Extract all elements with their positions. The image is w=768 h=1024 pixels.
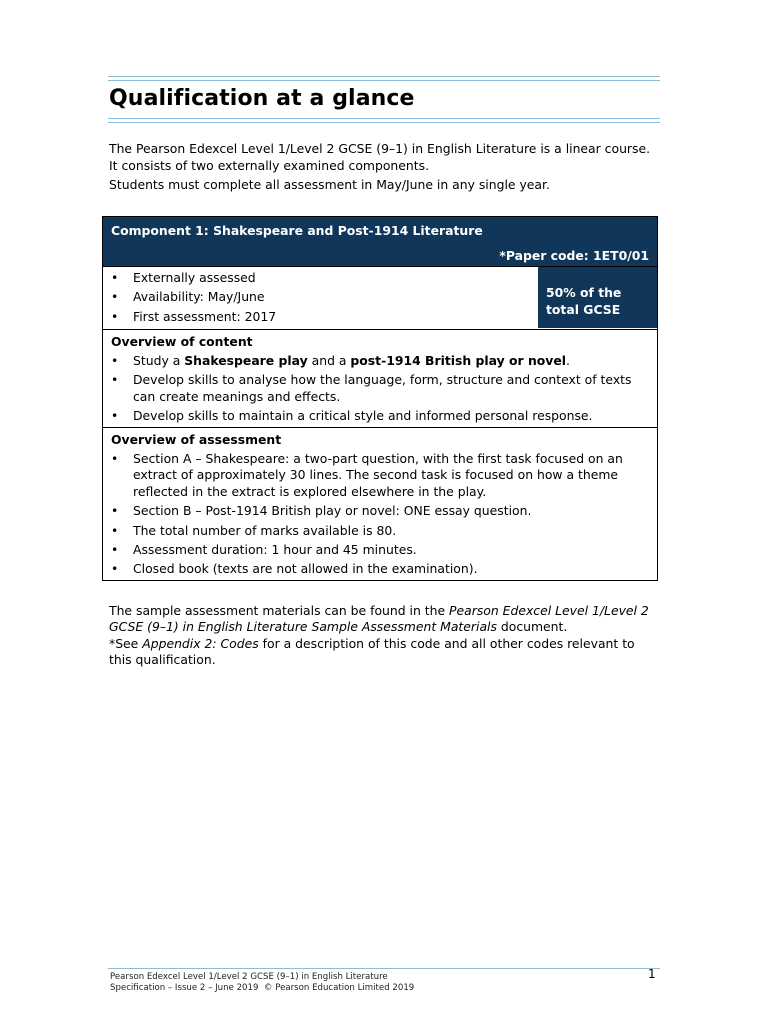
component-header <box>103 217 657 266</box>
component-box <box>102 216 658 581</box>
summary-item: • First assessment: 2017 <box>103 309 538 325</box>
note-text: The sample assessment materials can be found in the <box>109 603 450 618</box>
assessment-summary-row <box>103 266 657 329</box>
codes-note <box>109 636 661 669</box>
content-item-bold: post-1914 British play or novel <box>350 353 567 368</box>
intro-paragraph-2: Students must complete all assessment in May/June in any single year. <box>109 177 550 193</box>
weighting-badge: 50% of the total GCSE <box>538 267 657 328</box>
page-number: 1 <box>648 967 656 981</box>
overview-of-assessment <box>103 427 657 580</box>
footer-line-2: Specification – Issue 2 – June 2019 © Pearson Education Limited 2019 <box>110 982 415 993</box>
note-text: for a description of this code and all other codes relevant to this qualification. <box>109 635 635 668</box>
assessment-item: • Assessment duration: 1 hour and 45 minutes. <box>103 542 649 558</box>
note-text: *See <box>109 635 143 651</box>
note-italic: Pearson Edexcel Level 1/Level 2 GCSE (9–1) in English Literature Sample Assessment Materials <box>109 603 649 635</box>
assessment-item: • The total number of marks available is 80. <box>103 523 649 539</box>
assessment-summary-list <box>103 267 538 329</box>
assessment-heading: Overview of assessment <box>111 432 282 447</box>
component-title: Component 1: Shakespeare and Post-1914 Literature <box>111 223 483 238</box>
page-title: Qualification at a glance <box>109 86 415 111</box>
content-item-text: . <box>566 353 570 368</box>
content-item: • Develop skills to analyse how the language, form, structure and context of texts can create meanings and effects. <box>103 372 649 405</box>
closing-notes <box>109 603 661 669</box>
content-item: • Develop skills to maintain a critical style and informed personal response. <box>103 408 649 424</box>
intro-text <box>109 141 661 194</box>
summary-item: • Availability: May/June <box>103 289 538 305</box>
sample-materials-note <box>109 603 661 636</box>
content-item-bold: Shakespeare play <box>184 353 308 368</box>
content-item-text: and a <box>307 353 351 368</box>
content-item <box>103 353 649 369</box>
overview-of-content <box>103 329 657 427</box>
summary-item: • Externally assessed <box>103 270 538 286</box>
footer <box>110 972 414 993</box>
assessment-item: • Section A – Shakespeare: a two-part question, with the first task focused on an extract of approximately 30 lines. The second task is focused on how a theme reflected in the extract is explored elsewhere in the play. <box>103 451 649 500</box>
header-rule-top <box>108 76 660 81</box>
assessment-item: • Closed book (texts are not allowed in the examination). <box>103 561 649 577</box>
note-italic: Appendix 2: Codes <box>142 635 259 651</box>
intro-paragraph-1: The Pearson Edexcel Level 1/Level 2 GCSE (9–1) in English Literature is a linear course. It consists of two externally examined components. <box>109 141 651 173</box>
content-heading: Overview of content <box>111 334 253 349</box>
content-item-text: Study a <box>133 353 185 368</box>
paper-code: *Paper code: 1ET0/01 <box>499 248 649 263</box>
assessment-item: • Section B – Post-1914 British play or novel: ONE essay question. <box>103 503 649 519</box>
header-rule-bottom <box>108 118 660 123</box>
note-text: document. <box>496 619 568 635</box>
footer-rule <box>108 968 660 969</box>
footer-line-1: Pearson Edexcel Level 1/Level 2 GCSE (9–1) in English Literature <box>110 972 388 982</box>
